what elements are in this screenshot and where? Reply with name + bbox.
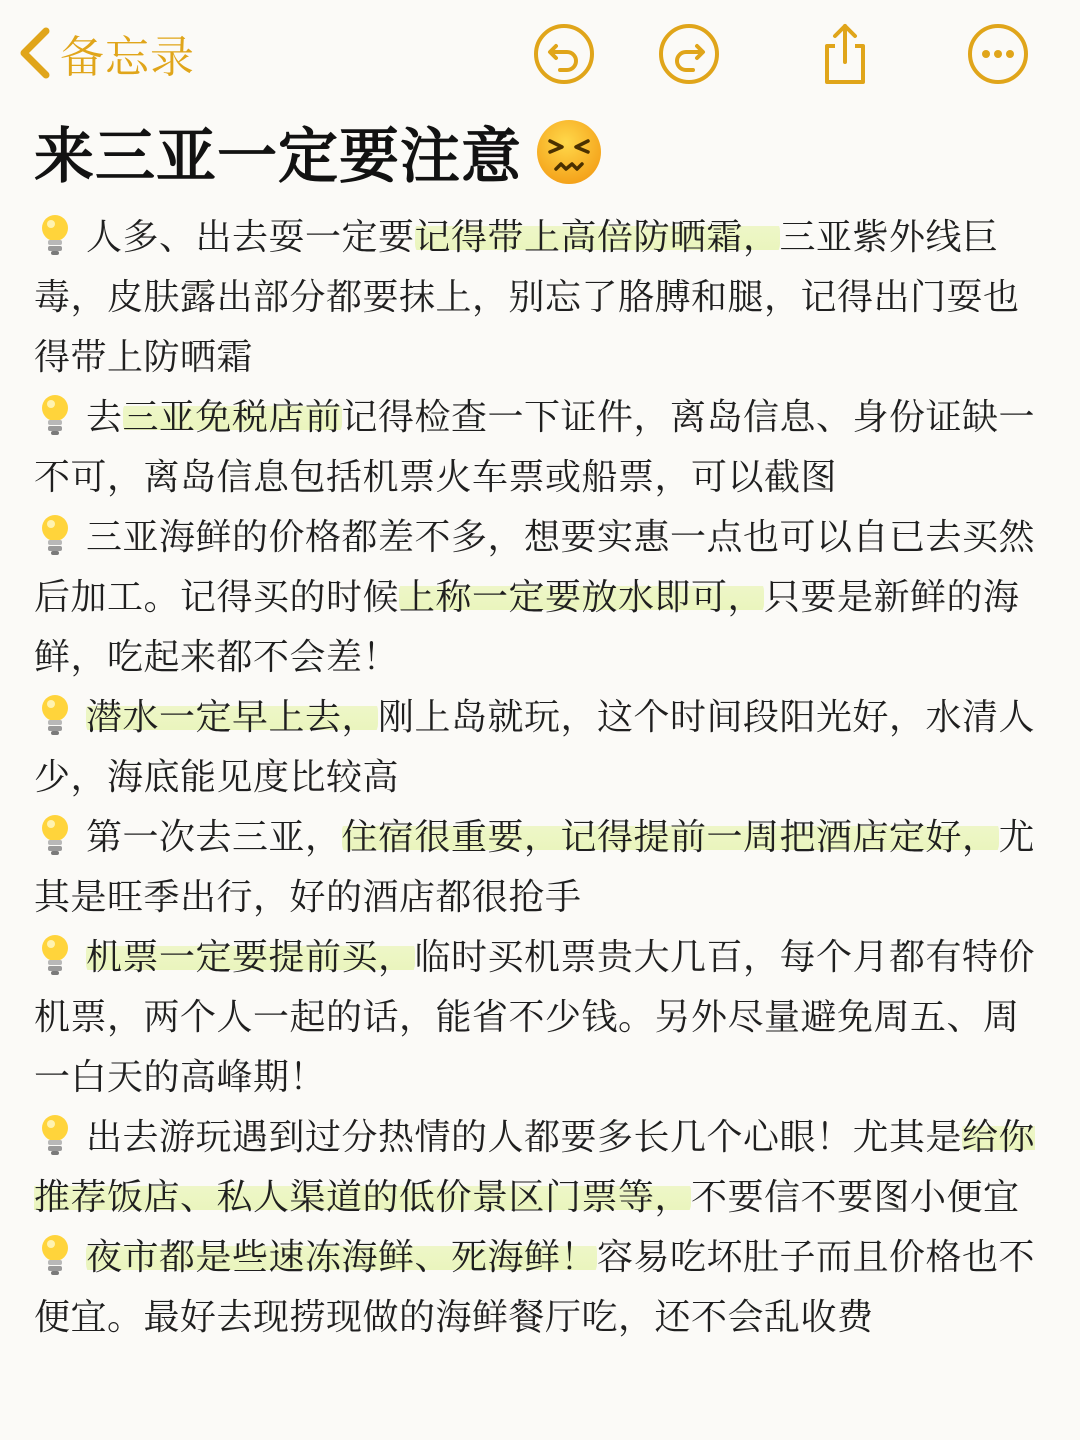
note-item-text: 临时买机票贵大几百，每个月都有特价机票，两个人一起的话，能省不少钱。另外尽量避免周五、周一白天的高峰期！ <box>34 937 1036 1098</box>
highlighted-text: 记得带上高倍防晒霜， <box>414 217 780 258</box>
note-item-text: 尤其是旺季出行，好的酒店都很抢手 <box>34 817 1036 918</box>
note-item <box>34 508 1054 688</box>
lightbulb-icon <box>34 931 76 977</box>
note-item <box>34 1108 1054 1228</box>
chevron-left-icon <box>14 23 58 83</box>
share-icon[interactable] <box>813 22 877 86</box>
lightbulb-icon <box>34 211 76 257</box>
note-item-text: 第一次去三亚， <box>86 817 342 858</box>
note-item <box>34 1228 1054 1348</box>
highlighted-text: 上称一定要放水即可， <box>399 577 765 618</box>
note-item-text: 三亚紫外线巨毒，皮肤露出部分都要抹上，别忘了胳膊和腿，记得出门耍也得带上防晒霜 <box>34 217 1020 378</box>
highlighted-text: 三亚免税店前 <box>122 397 342 438</box>
note-item-text: 刚上岛就玩，这个时间段阳光好，水清人少，海底能见度比较高 <box>34 697 1036 798</box>
back-button-label: 备忘录 <box>60 32 195 83</box>
note-item-text: 去 <box>86 397 123 438</box>
lightbulb-icon <box>34 811 76 857</box>
highlighted-text: 夜市都是些速冻海鲜、死海鲜！ <box>86 1237 598 1278</box>
note-body[interactable] <box>34 208 1054 1348</box>
lightbulb-icon <box>34 391 76 437</box>
note-item <box>34 808 1054 928</box>
note-item-text: 只要是新鲜的海鲜，吃起来都不会差！ <box>34 577 1020 678</box>
lightbulb-icon <box>34 1231 76 1277</box>
highlighted-text: 机票一定要提前买， <box>86 937 415 978</box>
note-item-text: 三亚海鲜的价格都差不多，想要实惠一点也可以自已去买然后加工。记得买的时候 <box>34 517 1036 618</box>
lightbulb-icon <box>34 691 76 737</box>
note-title: 来三亚一定要注意 <box>34 122 522 192</box>
highlighted-text: 住宿很重要，记得提前一周把酒店定好， <box>341 817 999 858</box>
note-item <box>34 688 1054 808</box>
note-item <box>34 388 1054 508</box>
note-title-row <box>34 112 604 192</box>
note-item <box>34 928 1054 1108</box>
note-item-text: 人多、出去耍一定要 <box>86 217 415 258</box>
lightbulb-icon <box>34 1111 76 1157</box>
back-button[interactable] <box>14 18 195 88</box>
note-item <box>34 208 1054 388</box>
redo-icon[interactable] <box>657 22 721 86</box>
lightbulb-icon <box>34 511 76 557</box>
note-item-text: 记得检查一下证件，离岛信息、身份证缺一不可，离岛信息包括机票火车票或船票，可以截图 <box>34 397 1036 498</box>
highlighted-text: 给你推荐饭店、私人渠道的低价景区门票等， <box>34 1117 1036 1218</box>
undo-icon[interactable] <box>532 22 596 86</box>
note-item-text: 容易吃坏肚子而且价格也不便宜。最好去现捞现做的海鲜餐厅吃，还不会乱收费 <box>34 1237 1036 1338</box>
navigation-bar <box>0 0 1080 108</box>
note-item-text: 不要信不要图小便宜 <box>691 1177 1020 1218</box>
more-icon[interactable] <box>966 22 1030 86</box>
persevering-face-emoji <box>534 117 604 187</box>
note-item-text: 出去游玩遇到过分热情的人都要多长几个心眼！尤其是 <box>86 1117 963 1158</box>
highlighted-text: 潜水一定早上去， <box>86 697 379 738</box>
